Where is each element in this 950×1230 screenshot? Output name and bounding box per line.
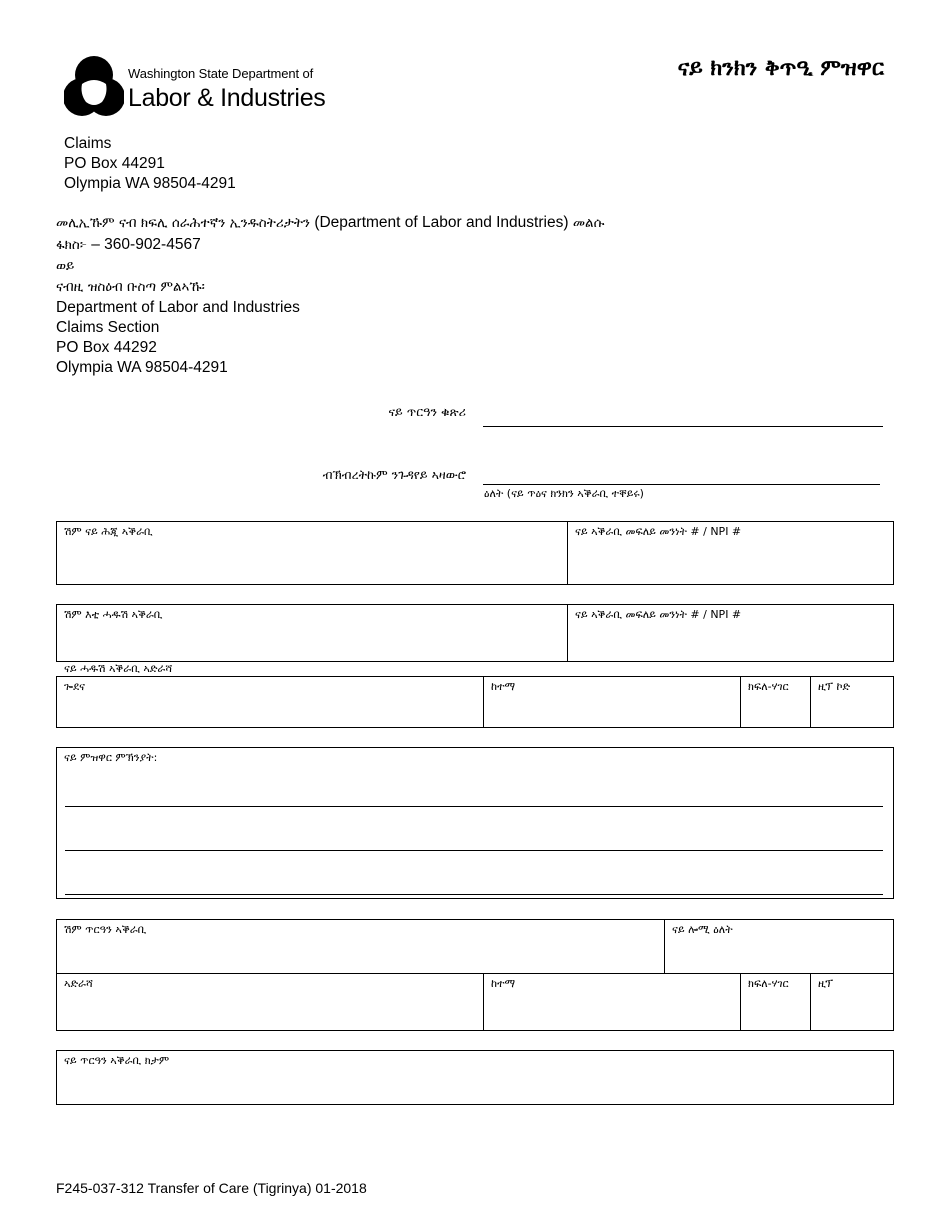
claimant-city-field[interactable] — [483, 974, 741, 1030]
new-provider-id-label: ናይ ኣቕራቢ መፍለይ መንነት # / NPI # — [575, 608, 742, 621]
return-instructions — [56, 212, 604, 298]
street-label: ጐደና — [64, 680, 85, 693]
form-id-footer: F245-037-312 Transfer of Care (Tigrinya) 01-2018 — [56, 1180, 367, 1196]
new-provider-box — [56, 604, 894, 662]
mail-label: ናብዚ ዝስዕብ ቡስጣ ምልኣኹ፡ — [56, 279, 205, 295]
reason-box[interactable] — [56, 747, 894, 899]
mail-address — [56, 298, 300, 378]
signature-label: ናይ ጥርዓን ኣቕራቢ ክታም — [64, 1054, 170, 1067]
state-label: ክፍለ-ሃገር — [748, 680, 789, 693]
current-provider-name-label: ሽም ናይ ሕጂ ኣቕራቢ — [64, 525, 153, 538]
new-provider-address-box — [56, 676, 894, 728]
signature-box[interactable] — [56, 1050, 894, 1105]
city-label: ከተማ — [491, 680, 516, 693]
current-provider-id-label: ናይ ኣቕራቢ መፍለይ መንነት # / NPI # — [575, 525, 742, 538]
return-line-end: መልሱ — [572, 215, 605, 231]
new-provider-address-caption: ናይ ሓዱሽ ኣቕራቢ ኣድራሻ — [64, 662, 173, 675]
claim-number-label: ናይ ጥርዓን ቁጽሪ — [388, 404, 466, 419]
today-date-label: ናይ ሎሚ ዕለት — [672, 923, 733, 936]
current-provider-id-field[interactable] — [567, 522, 893, 584]
current-provider-box — [56, 521, 894, 585]
claims-address-line: Olympia WA 98504-4291 — [64, 175, 236, 192]
claimant-box — [56, 919, 894, 1031]
mail-address-line: Claims Section — [56, 319, 160, 336]
return-line-amharic: መሊኢኹም ናብ ክፍሊ ሰራሕተኛን ኢንዱስትሪታትን — [56, 215, 311, 231]
claimant-address-label: ኣድራሻ — [64, 977, 93, 990]
fax-number: – 360-902-4567 — [86, 236, 201, 253]
claimant-zip-label: ዚፕ — [818, 977, 833, 990]
or-text: ወይ — [56, 258, 75, 274]
transfer-date-note: ዕለት (ናይ ጥዕና ክንክን ኣቕራቢ ተቐይሩ) — [484, 487, 644, 500]
city-field[interactable] — [483, 677, 741, 727]
state-field[interactable] — [740, 677, 811, 727]
agency-name-line1: Washington State Department of — [128, 66, 314, 81]
today-date-field[interactable] — [664, 920, 893, 974]
lni-logo-icon — [64, 54, 124, 118]
claim-number-input[interactable] — [483, 426, 883, 427]
transfer-date-label: ብኽብረትኩም ንጉዳየይ ኣዛውሮ — [322, 467, 466, 482]
claimant-address-field[interactable] — [57, 974, 484, 1030]
claimant-state-label: ክፍለ-ሃገር — [748, 977, 789, 990]
zip-label: ዚፕ ኮድ — [818, 680, 851, 693]
new-provider-name-label: ሽም እቲ ሓዱሽ ኣቕራቢ — [64, 608, 163, 621]
new-provider-id-field[interactable] — [567, 605, 893, 661]
claimant-city-label: ከተማ — [491, 977, 516, 990]
reason-line[interactable] — [65, 850, 883, 851]
reason-label: ናይ ምዝዋር ምኽንያት: — [64, 751, 158, 764]
claimant-state-field[interactable] — [740, 974, 811, 1030]
mail-address-line: Olympia WA 98504-4291 — [56, 359, 228, 376]
street-field[interactable] — [57, 677, 484, 727]
form-title: ናይ ክንክን ቅጥዒ ምዝዋር — [677, 56, 884, 81]
claimant-zip-field[interactable] — [810, 974, 893, 1030]
reason-line[interactable] — [65, 806, 883, 807]
mail-address-line: PO Box 44292 — [56, 339, 157, 356]
claims-address — [64, 134, 236, 194]
return-line-english: (Department of Labor and Industries) — [314, 214, 569, 231]
transfer-date-input[interactable] — [483, 484, 880, 485]
mail-address-line: Department of Labor and Industries — [56, 299, 300, 316]
fax-label: ፋክስ፦ — [56, 237, 87, 253]
claimant-name-field[interactable] — [57, 920, 665, 974]
zip-field[interactable] — [810, 677, 893, 727]
claims-address-line: Claims — [64, 135, 112, 152]
agency-name-line2: Labor & Industries — [128, 84, 326, 112]
claims-address-line: PO Box 44291 — [64, 155, 165, 172]
reason-line[interactable] — [65, 894, 883, 895]
current-provider-name-field[interactable] — [57, 522, 568, 584]
new-provider-name-field[interactable] — [57, 605, 568, 661]
claimant-name-label: ሽም ጥርዓን ኣቕራቢ — [64, 923, 147, 936]
